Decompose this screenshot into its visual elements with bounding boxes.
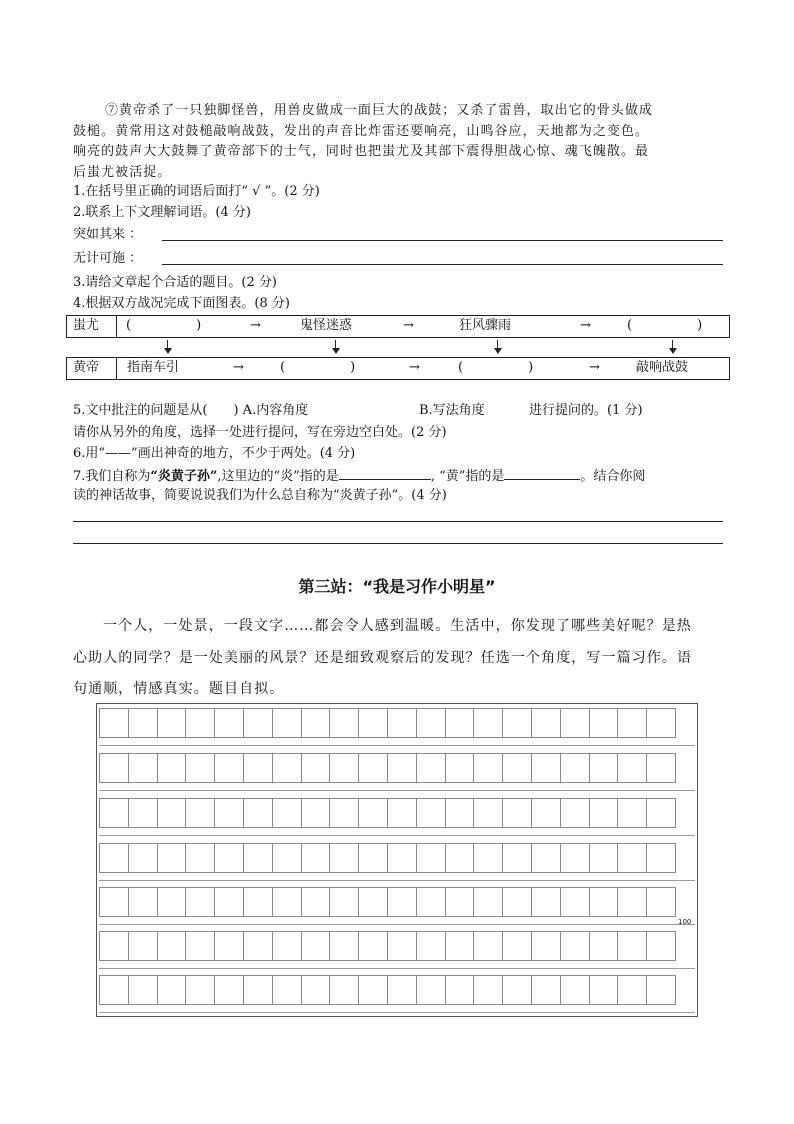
q7-text-a: 7.我们自称为 [73,469,151,484]
grid-cell[interactable] [560,887,590,917]
grid-cell[interactable] [243,753,273,783]
grid-cell[interactable] [445,798,475,828]
right-arrow-icon: → [580,318,591,333]
grid-cell[interactable] [531,753,561,783]
grid-cell[interactable] [473,931,503,961]
q2-answer-line-2[interactable] [162,264,723,265]
composition-grid[interactable] [96,703,698,1017]
grid-cell[interactable] [214,887,244,917]
grid-cell[interactable] [329,708,359,738]
grid-cell[interactable] [272,708,302,738]
grid-cell[interactable] [157,887,187,917]
grid-cell[interactable] [646,708,676,738]
grid-cell[interactable] [617,931,647,961]
grid-cell[interactable] [185,843,215,873]
grid-cell[interactable] [99,931,129,961]
grid-cell[interactable] [128,753,158,783]
grid-cell[interactable] [243,843,273,873]
grid-cell[interactable] [99,975,129,1005]
grid-cell[interactable] [128,708,158,738]
grid-cell[interactable] [214,708,244,738]
grid-spacer-line [99,745,695,746]
prompt-line-3: 句通顺，情感真实。题目自拟。 [73,681,285,697]
grid-cell[interactable] [531,798,561,828]
row2-blank-2[interactable]: ( ) [280,360,356,375]
grid-cell[interactable] [560,708,590,738]
grid-cell[interactable] [157,798,187,828]
grid-cell[interactable] [589,887,619,917]
question-5-line-2: 请你从另外的角度，选择一处进行提问，写在旁边空白处。(2 分) [73,425,447,440]
down-arrow-icon [668,340,678,354]
grid-cell[interactable] [243,931,273,961]
grid-cell[interactable] [128,843,158,873]
grid-cell[interactable] [387,753,417,783]
grid-cell[interactable] [387,887,417,917]
grid-cell[interactable] [272,798,302,828]
grid-row [99,798,695,828]
grid-cell[interactable] [445,843,475,873]
grid-cell[interactable] [502,798,532,828]
q7-text-d: 。结合你阅 [580,469,646,484]
grid-cell[interactable] [589,843,619,873]
passage-line-3: 响亮的鼓声大大鼓舞了黄帝部下的士气，同时也把蚩尤及其部下震得胆战心惊、魂飞魄散。最 [73,144,650,159]
grid-cell[interactable] [646,843,676,873]
grid-cell[interactable] [473,975,503,1005]
grid-cell[interactable] [445,975,475,1005]
grid-cell[interactable] [329,753,359,783]
grid-cell[interactable] [502,708,532,738]
grid-cell[interactable] [358,931,388,961]
down-arrow-icon [163,340,173,354]
grid-cell[interactable] [531,931,561,961]
grid-cell[interactable] [502,887,532,917]
grid-cell[interactable] [99,708,129,738]
grid-cell[interactable] [99,753,129,783]
grid-cell[interactable] [185,753,215,783]
grid-row [99,843,695,873]
grid-spacer-line [99,968,695,969]
grid-cell[interactable] [243,975,273,1005]
grid-cell[interactable] [358,887,388,917]
grid-cell[interactable] [589,798,619,828]
grid-cell[interactable] [560,931,590,961]
grid-cell[interactable] [329,798,359,828]
grid-cell[interactable] [358,798,388,828]
q2-answer-line-1[interactable] [162,240,723,241]
grid-cell[interactable] [185,975,215,1005]
question-5: 5.文中批注的问题是从( ) A.内容角度 [73,403,309,418]
grid-cell[interactable] [99,843,129,873]
grid-cell[interactable] [589,708,619,738]
word-count-marker: 100 [678,918,692,926]
grid-cell[interactable] [214,753,244,783]
grid-cell[interactable] [473,843,503,873]
grid-cell[interactable] [243,708,273,738]
grid-cell[interactable] [617,975,647,1005]
grid-cell[interactable] [445,753,475,783]
row2-cell-4: 敲响战鼓 [636,360,689,375]
grid-cell[interactable] [531,843,561,873]
grid-cell[interactable] [358,753,388,783]
q7-text-c: , “黄”指的是 [430,469,505,484]
grid-cell[interactable] [128,798,158,828]
grid-cell[interactable] [646,753,676,783]
grid-cell[interactable] [416,753,446,783]
grid-cell[interactable] [301,798,331,828]
passage-line-4: 后蚩尤被活捉。 [73,165,172,180]
grid-spacer-line [99,1012,695,1013]
grid-cell[interactable] [416,708,446,738]
grid-row [99,931,695,961]
grid-spacer-line [99,924,695,925]
grid-spacer-line [99,835,695,836]
grid-cell[interactable] [128,931,158,961]
q7-blank-yan[interactable] [339,467,431,480]
grid-cell[interactable] [243,887,273,917]
grid-cell[interactable] [445,887,475,917]
grid-cell[interactable] [301,975,331,1005]
grid-cell[interactable] [358,843,388,873]
grid-cell[interactable] [358,708,388,738]
grid-cell[interactable] [301,753,331,783]
grid-cell[interactable] [416,975,446,1005]
grid-cell[interactable] [646,887,676,917]
grid-cell[interactable] [272,975,302,1005]
grid-cell[interactable] [157,975,187,1005]
grid-cell[interactable] [531,887,561,917]
question-5-option-b: B.写法角度 [419,403,485,418]
row1-blank-1[interactable]: ( ) [126,318,202,333]
grid-cell[interactable] [157,753,187,783]
question-2: 2.联系上下文理解词语。(4 分) [73,205,251,220]
grid-cell[interactable] [531,708,561,738]
right-arrow-icon: → [250,318,261,333]
grid-row [99,708,695,738]
section-3-title: 第三站：“我是习作小明星” [298,577,496,596]
grid-cell[interactable] [301,931,331,961]
grid-spacer-line [99,790,695,791]
grid-cell[interactable] [272,931,302,961]
row1-cell-3: 狂风骤雨 [459,318,512,333]
grid-spacer-line [99,880,695,881]
grid-row [99,975,695,1005]
grid-cell[interactable] [358,975,388,1005]
question-3: 3.请给文章起个合适的题目。(2 分) [73,275,277,290]
grid-row [99,887,695,917]
row1-blank-4[interactable]: ( ) [627,318,703,333]
question-6: 6.用“——”画出神奇的地方，不少于两处。(4 分) [73,446,356,461]
grid-cell[interactable] [185,931,215,961]
grid-cell[interactable] [560,798,590,828]
grid-cell[interactable] [617,708,647,738]
q2-word-1-label: 突如其来 ： [73,227,143,242]
grid-cell[interactable] [243,798,273,828]
grid-cell[interactable] [646,975,676,1005]
q2-word-2-label: 无计可施 ： [73,251,143,266]
grid-cell[interactable] [473,708,503,738]
grid-cell[interactable] [301,887,331,917]
grid-cell[interactable] [157,843,187,873]
grid-cell[interactable] [329,843,359,873]
down-arrow-icon [493,340,503,354]
grid-cell[interactable] [531,975,561,1005]
grid-cell[interactable] [185,887,215,917]
question-7-line-2: 读的神话故事，简要说说我们为什么总自称为“炎黄子孙”。(4 分) [73,488,447,503]
grid-cell[interactable] [185,798,215,828]
grid-cell[interactable] [214,931,244,961]
grid-cell[interactable] [128,887,158,917]
row1-cell-2: 鬼怪迷惑 [300,318,353,333]
grid-cell[interactable] [329,931,359,961]
right-arrow-icon: → [403,318,414,333]
grid-cell[interactable] [214,975,244,1005]
grid-cell[interactable] [617,798,647,828]
grid-cell[interactable] [301,843,331,873]
grid-cell[interactable] [387,708,417,738]
grid-cell[interactable] [329,887,359,917]
q7-blank-huang[interactable] [504,467,580,480]
grid-cell[interactable] [416,843,446,873]
grid-cell[interactable] [99,887,129,917]
grid-cell[interactable] [617,843,647,873]
grid-cell[interactable] [329,975,359,1005]
grid-cell[interactable] [272,753,302,783]
grid-cell[interactable] [301,708,331,738]
grid-cell[interactable] [502,931,532,961]
prompt-line-2: 心助人的同学？是一处美丽的风景？还是细致观察后的发现？任选一个角度，写一篇习作。语 [73,650,693,666]
grid-cell[interactable] [473,887,503,917]
q7-bold-term: “炎黄子孙” [150,469,218,484]
grid-cell[interactable] [560,753,590,783]
q7-text-b: ,这里边的“炎”指的是 [217,469,339,484]
prompt-line-1: 一个人，一处景，一段文字……都会令人感到温暖。生活中，你发现了哪些美好呢？是热 [103,618,692,634]
passage-line-2: 鼓槌。黄常用这对鼓槌敲响战鼓，发出的声音比炸雷还要响亮，山鸣谷应，天地都为之变色。 [73,124,650,139]
grid-cell[interactable] [646,798,676,828]
q7-answer-line-2[interactable] [73,543,723,544]
question-4: 4.根据双方战况完成下面图表。(8 分) [73,296,290,311]
grid-row [99,753,695,783]
grid-cell[interactable] [387,798,417,828]
question-1: 1.在括号里正确的词语后面打“ √ ”。(2 分) [73,184,320,199]
grid-cell[interactable] [416,887,446,917]
grid-cell[interactable] [387,843,417,873]
grid-cell[interactable] [387,975,417,1005]
grid-cell[interactable] [214,798,244,828]
grid-cell[interactable] [617,887,647,917]
grid-cell[interactable] [560,843,590,873]
grid-cell[interactable] [502,843,532,873]
grid-cell[interactable] [589,975,619,1005]
grid-cell[interactable] [157,931,187,961]
grid-cell[interactable] [99,798,129,828]
row2-cell-1: 指南车引 [127,360,180,375]
right-arrow-icon: → [589,360,600,375]
grid-cell[interactable] [560,975,590,1005]
grid-cell[interactable] [272,843,302,873]
grid-cell[interactable] [646,931,676,961]
grid-cell[interactable] [185,708,215,738]
grid-cell[interactable] [473,798,503,828]
question-7 [73,467,645,485]
question-5-tail: 进行提问的。(1 分) [529,403,643,418]
grid-cell[interactable] [214,843,244,873]
grid-cell[interactable] [157,708,187,738]
grid-cell[interactable] [617,753,647,783]
grid-cell[interactable] [502,975,532,1005]
grid-cell[interactable] [445,708,475,738]
row1-label: 蚩尤 [73,318,100,333]
q7-answer-line-1[interactable] [73,521,723,522]
grid-cell[interactable] [272,887,302,917]
grid-cell[interactable] [387,931,417,961]
grid-cell[interactable] [473,753,503,783]
grid-cell[interactable] [589,753,619,783]
down-arrow-icon [331,340,341,354]
grid-cell[interactable] [128,975,158,1005]
grid-cell[interactable] [502,753,532,783]
passage-line-1: ⑦黄帝杀了一只独脚怪兽，用兽皮做成一面巨大的战鼓；又杀了雷兽，取出它的骨头做成 [105,103,653,118]
grid-cell[interactable] [589,931,619,961]
grid-cell[interactable] [416,798,446,828]
right-arrow-icon: → [409,360,420,375]
grid-cell[interactable] [416,931,446,961]
right-arrow-icon: → [233,360,244,375]
row2-blank-3[interactable]: ( ) [458,360,534,375]
grid-cell[interactable] [445,931,475,961]
row2-label: 黄帝 [73,360,100,375]
